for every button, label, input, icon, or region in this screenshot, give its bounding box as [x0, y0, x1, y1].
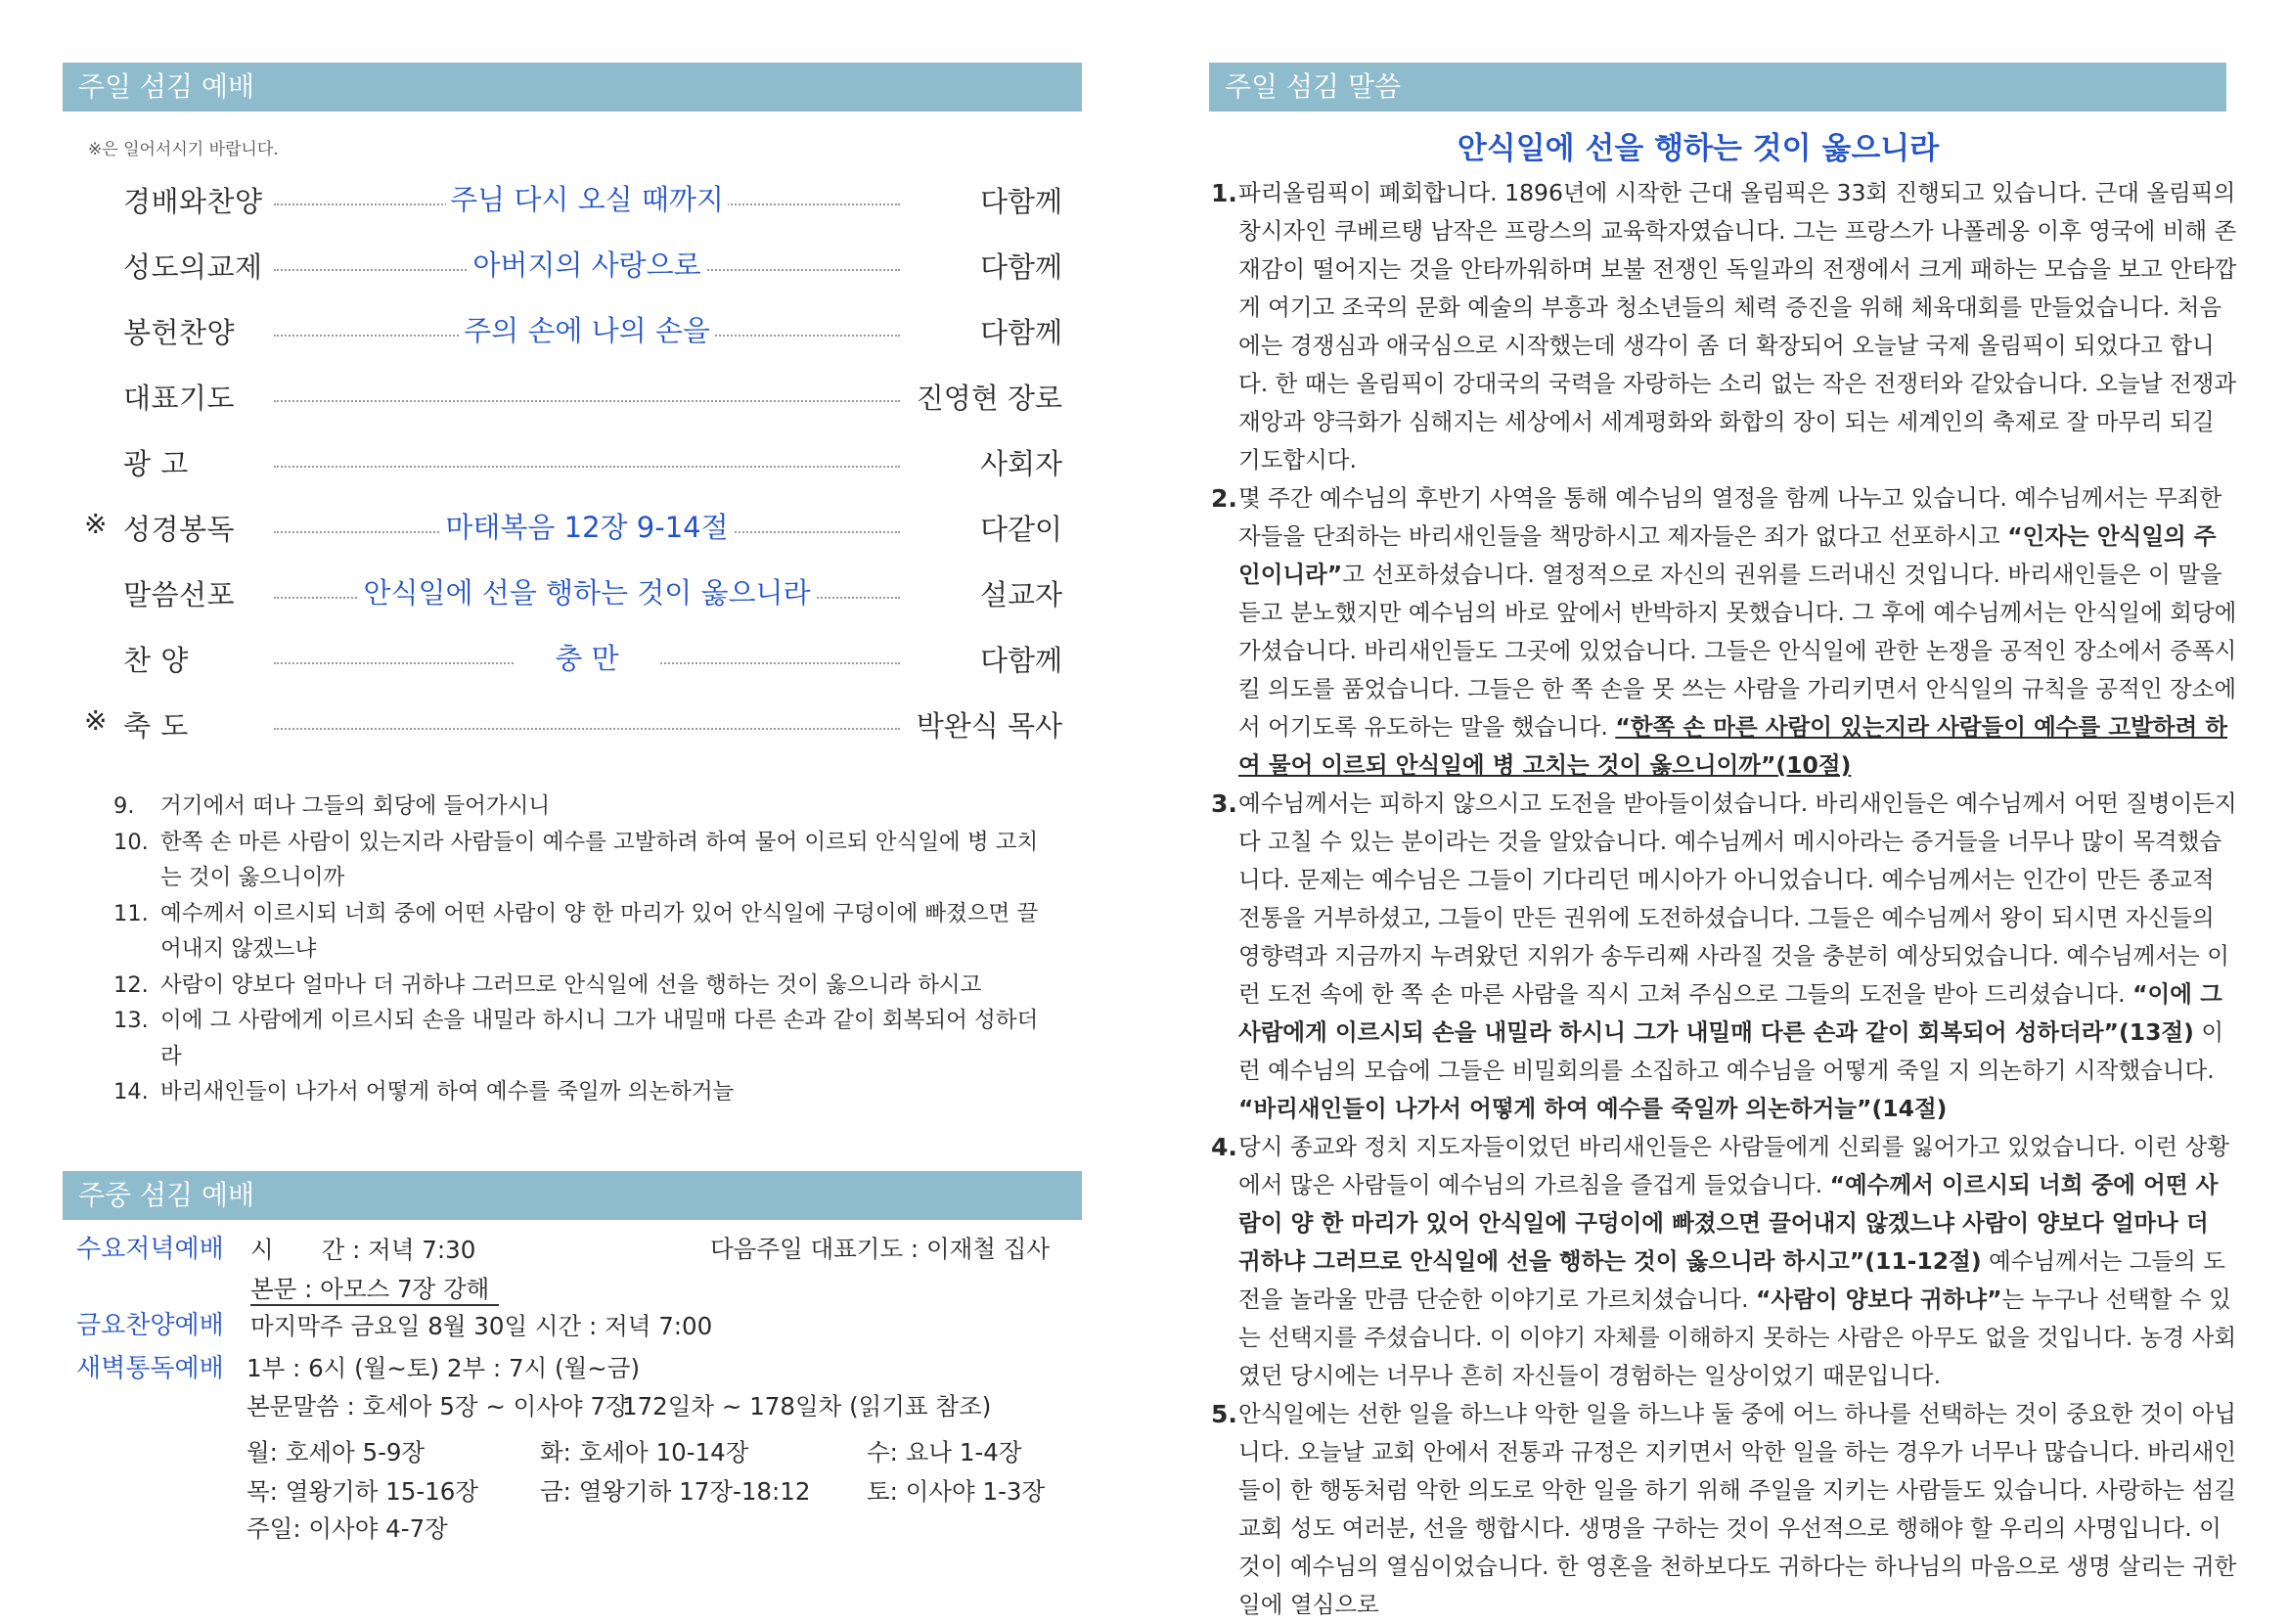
verse-number: 14.: [113, 1079, 149, 1105]
order-title: 안식일에 선을 행하는 것이 옳으니라: [359, 576, 814, 609]
order-leader: 다함께: [979, 250, 1062, 284]
sermon-paragraph: [1211, 174, 2238, 479]
order-row: [84, 242, 1062, 287]
verse-text: 예수께서 이르시되 너희 중에 어떤 사람이 양 한 마리가 있어 안식일에 구덩이에 빠졌으면 끌어내지 않겠느냐: [160, 900, 1039, 962]
order-label: 대표기도: [123, 382, 236, 415]
dawn-text: 본문말씀 : 호세아 5장 ~ 이사야 7장: [247, 1392, 629, 1421]
verse-text: 한쪽 손 마른 사람이 있는지라 사람들이 예수를 고발하려 하여 물어 이르되 안식일에 병 고치는 것이 옳으니이까: [160, 829, 1039, 890]
paragraph-text: 예수님께서는 피하지 않으시고 도전을 받아들이셨습니다. 바리새인들은 예수님께서 어떤 질병이든지 다 고칠 수 있는 분이라는 것을 알았습니다. 예수님께서 메시아라는 증거들을 너무나 많이 목격했습니다. 문제는 예수님은 그들이 기다리던 메시아가 아니었습니다. 예수님께서는 인간이 만든 종교적 전통을 거부하셨고, 그들이 만든 권위에 도전하셨습니다. 그들은 예수님께서 왕이 되시면 자신들의 영향력과 지금까지 누려왔던 지위가 송두리째 사라질 것을 충분히 예상되었습니다. 예수님께서는 이런 도전 속에 한 쪽 손 마른 사람을 직시 고쳐 주심으로 그들의 도전을 받아 드리셨습니다.: [1238, 789, 2237, 1008]
paragraph-text: 몇 주간 예수님의 후반기 사역을 통해 예수님의 열정을 함께 나누고 있습니다. 예수님께서는 무죄한 자들을 단죄하는 바리새인들을 책망하시고 제자들은 죄가 없다고 선포하시고: [1238, 484, 2222, 550]
order-title: 아버지의 사랑으로: [469, 248, 704, 282]
stand-mark: ※: [84, 508, 108, 540]
paragraph-number: 5.: [1211, 1400, 1237, 1428]
reading-mon: 월: 호세아 5-9장: [247, 1438, 426, 1466]
stand-mark: ※: [84, 704, 108, 737]
order-title: 주님 다시 오실 때까지: [446, 183, 728, 216]
order-row: [84, 438, 1062, 483]
reading-tue: 화: 호세아 10-14장: [540, 1438, 749, 1466]
order-leader: 설교자: [979, 578, 1062, 611]
order-label: 경배와찬양: [123, 185, 263, 218]
verse-text: 사람이 양보다 얼마나 더 귀하냐 그러므로 안식일에 선을 행하는 것이 옳으니라 하시고: [160, 971, 982, 998]
order-leader: 다함께: [979, 644, 1062, 677]
order-row: [84, 373, 1062, 418]
verse-text: 거기에서 떠나 그들의 회당에 들어가시니: [160, 793, 551, 819]
verse-text: 바리새인들이 나가서 어떻게 하여 예수를 죽일까 의논하거늘: [160, 1079, 735, 1105]
order-row: [84, 504, 1062, 549]
sermon-paragraph: [1211, 1395, 2238, 1624]
verse-number: 11.: [113, 900, 149, 926]
sermon-body: [1211, 174, 2238, 1624]
fri-text: 마지막주 금요일 8월 30일 시간 : 저녁 7:00: [250, 1312, 713, 1340]
quote-text: “예수께서 이르시되 너희 중에 어떤 사람이 양 한 마리가 있어 안식일에 구덩이에 빠졌으면 끌어내지 않겠느냐 사람이 양보다 얼마나 더 귀하냐 그러므로 안식일에 선을 행하는 것이 옳으니라 하시고”(11-12절): [1238, 1171, 2219, 1275]
weekday-header: 주중 섬김 예배: [63, 1171, 1082, 1220]
scripture-verses: [113, 789, 1043, 1110]
verse: [113, 896, 1043, 968]
verse-number: 13.: [113, 1008, 149, 1033]
sermon-paragraph: [1211, 1128, 2238, 1395]
verse: [113, 789, 1043, 825]
verse-text: 이에 그 사람에게 이르시되 손을 내밀라 하시니 그가 내밀매 다른 손과 같이 회복되어 성하더라: [160, 1008, 1039, 1069]
dawn-time: 1부 : 6시 (월~토) 2부 : 7시 (월~금): [247, 1354, 640, 1382]
paragraph-text: 이런 예수님의 모습에 그들은 비밀회의를 소집하고 예수님을 어떻게 죽일 지 의논하기 시작했습니다.: [1238, 1018, 2224, 1084]
quote-text: “사람이 양보다 귀하냐”: [1756, 1286, 2002, 1313]
leader-dots: [274, 466, 900, 468]
order-title: 마태복음 12장 9-14절: [441, 511, 732, 544]
order-label: 축 도: [123, 709, 189, 743]
verse: [113, 825, 1043, 896]
fri-label: 금요찬양예배: [76, 1311, 224, 1340]
order-label: 성경봉독: [123, 513, 236, 546]
order-leader: 다함께: [979, 185, 1062, 218]
order-leader: 박완식 목사: [916, 709, 1062, 743]
order-leader: 다함께: [979, 316, 1062, 349]
order-row: [84, 176, 1062, 221]
verse-number: 10.: [113, 829, 149, 855]
reading-wed: 수: 요나 1-4장: [867, 1438, 1022, 1466]
reading-fri: 금: 열왕기하 17장-18:12: [540, 1477, 811, 1506]
verse-number: 12.: [113, 971, 149, 998]
order-leader: 사회자: [979, 447, 1062, 480]
sermon-paragraph: [1211, 785, 2238, 1128]
verse: [113, 1003, 1043, 1074]
order-label: 광 고: [123, 447, 189, 480]
paragraph-number: 3.: [1211, 789, 1237, 818]
dawn-label: 새벽통독예배: [76, 1354, 224, 1383]
order-leader: 진영현 장로: [916, 382, 1062, 415]
order-row: [84, 700, 1062, 745]
order-row: [84, 569, 1062, 614]
order-label: 말씀선포: [123, 578, 236, 611]
paragraph-number: 2.: [1211, 484, 1237, 513]
sermon-title: 안식일에 선을 행하는 것이 옳으니라: [1457, 131, 1940, 166]
order-leader: 다같이: [979, 513, 1062, 546]
wed-time: 시 간 : 저녁 7:30: [250, 1236, 476, 1264]
order-title: 주의 손에 나의 손을: [460, 314, 714, 347]
leader-dots: [274, 728, 900, 730]
paragraph-number: 4.: [1211, 1133, 1237, 1161]
reading-sat: 토: 이사야 1-3장: [867, 1477, 1046, 1506]
reading-sun: 주일: 이사야 4-7장: [247, 1514, 448, 1543]
paragraph-text: 파리올림픽이 폐회합니다. 1896년에 시작한 근대 올림픽은 33회 진행되고 있습니다. 근대 올림픽의 창시자인 쿠베르탱 남작은 프랑스의 교육학자였습니다. 그는 프랑스가 나폴레옹 이후 영국에 비해 존재감이 떨어지는 것을 안타까워하며 보불 전쟁인 독일과의 전쟁에서 크게 패하는 모습을 보고 안타깝게 여기고 조국의 문화 예술의 부흥과 청소년들의 체력 증진을 위해 체육대회를 만들었습니다. 처음에는 경쟁심과 애국심으로 시작했는데 생각이 좀 더 확장되어 오늘날 국제 올림픽이 되었다고 합니다. 한 때는 올림픽이 강대국의 국력을 자랑하는 소리 없는 작은 전쟁터와 같았습니다. 오늘날 전쟁과 재앙과 양극화가 심해지는 세상에서 세계평화와 화합의 장이 되는 세계인의 축제로 잘 마무리 되길 기도합시다.: [1238, 179, 2237, 474]
order-row: [84, 635, 1062, 680]
paragraph-text: 는 누구나 선택할 수 있는 선택지를 주셨습니다. 이 이야기 자체를 이해하지 못하는 사람은 아무도 없을 것입니다. 농경 사회였던 당시에는 너무나 흔히 자신들이 경험하는 일상이었기 때문입니다.: [1238, 1286, 2237, 1389]
verse: [113, 968, 1043, 1004]
dawn-days: 172일차 ~ 178일차 (읽기표 참조): [622, 1392, 992, 1421]
order-label: 성도의교제: [123, 250, 263, 284]
sermon-header: 주일 섬김 말씀: [1209, 63, 2226, 112]
wed-label: 수요저녁예배: [76, 1235, 224, 1264]
stand-note: ※은 일어서시기 바랍니다.: [88, 140, 279, 159]
quote-text: “한쪽 손 마른 사람이 있는지라 사람들이 예수를 고발하려 하여 물어 이르되 안식일에 병 고치는 것이 옳으니이까”(10절): [1238, 713, 2228, 779]
quote-text: “이에 그 사람에게 이르시되 손을 내밀라 하시니 그가 내밀매 다른 손과 같이 회복되어 성하더라”(13절): [1238, 980, 2222, 1046]
verse-number: 9.: [113, 793, 135, 819]
paragraph-number: 1.: [1211, 179, 1237, 207]
paragraph-text: 고 선포하셨습니다. 열정적으로 자신의 권위를 드러내신 것입니다. 바리새인들은 이 말을 듣고 분노했지만 예수님의 바로 앞에서 반박하지 못했습니다. 그 후에 예수님께서는 안식일에 회당에 가셨습니다. 바리새인들도 그곳에 있었습니다. 그들은 안식일에 관한 논쟁을 공적인 장소에서 증폭시킬 의도를 품었습니다. 그들은 한 쪽 손을 못 쓰는 사람을 가리키면서 안식일의 규칙을 공적인 장소에서 어기도록 유도하는 말을 했습니다.: [1238, 561, 2237, 741]
paragraph-text: 예수님께서는 그들의 도전을 놀라울 만큼 단순한 이야기로 가르치셨습니다.: [1238, 1247, 2226, 1313]
order-row: [84, 307, 1062, 352]
verse: [113, 1074, 1043, 1110]
next-prayer: 다음주일 대표기도 : 이재철 집사: [710, 1235, 1051, 1263]
quote-text: “바리새인들이 나가서 어떻게 하여 예수를 죽일까 의논하거늘”(14절): [1238, 1095, 1948, 1122]
leader-dots: [274, 400, 900, 402]
paragraph-text: 당시 종교와 정치 지도자들이었던 바리새인들은 사람들에게 신뢰를 잃어가고 있었습니다. 이런 상황에서 많은 사람들이 예수님의 가르침을 즐겁게 들었습니다.: [1238, 1133, 2229, 1198]
sermon-paragraph: [1211, 479, 2238, 785]
quote-text: “인자는 안식일의 주인이니라”: [1238, 522, 2217, 588]
order-label: 봉헌찬양: [123, 316, 236, 349]
reading-thu: 목: 열왕기하 15-16장: [247, 1477, 479, 1506]
paragraph-text: 안식일에는 선한 일을 하느냐 악한 일을 하느냐 둘 중에 어느 하나를 선택하는 것이 중요한 것이 아닙니다. 오늘날 교회 안에서 전통과 규정은 지키면서 악한 일을 하는 경우가 너무나 많습니다. 바리새인들이 한 행동처럼 악한 의도로 악한 일을 하기 위해 주일을 지키는 사람들도 있습니다. 사랑하는 섬길교회 성도 여러분, 선을 행합시다. 생명을 구하는 것이 우선적으로 행해야 할 우리의 사명입니다. 이것이 예수님의 열심이었습니다. 한 영혼을 천하보다도 귀하다는 하나님의 마음으로 생명 살리는 귀한 일에 열심으로: [1238, 1400, 2237, 1618]
worship-header: 주일 섬김 예배: [63, 63, 1082, 112]
wed-text: 본문 : 아모스 7장 강해: [250, 1275, 499, 1306]
order-title: 충 만: [516, 642, 657, 675]
order-label: 찬 양: [123, 644, 189, 677]
